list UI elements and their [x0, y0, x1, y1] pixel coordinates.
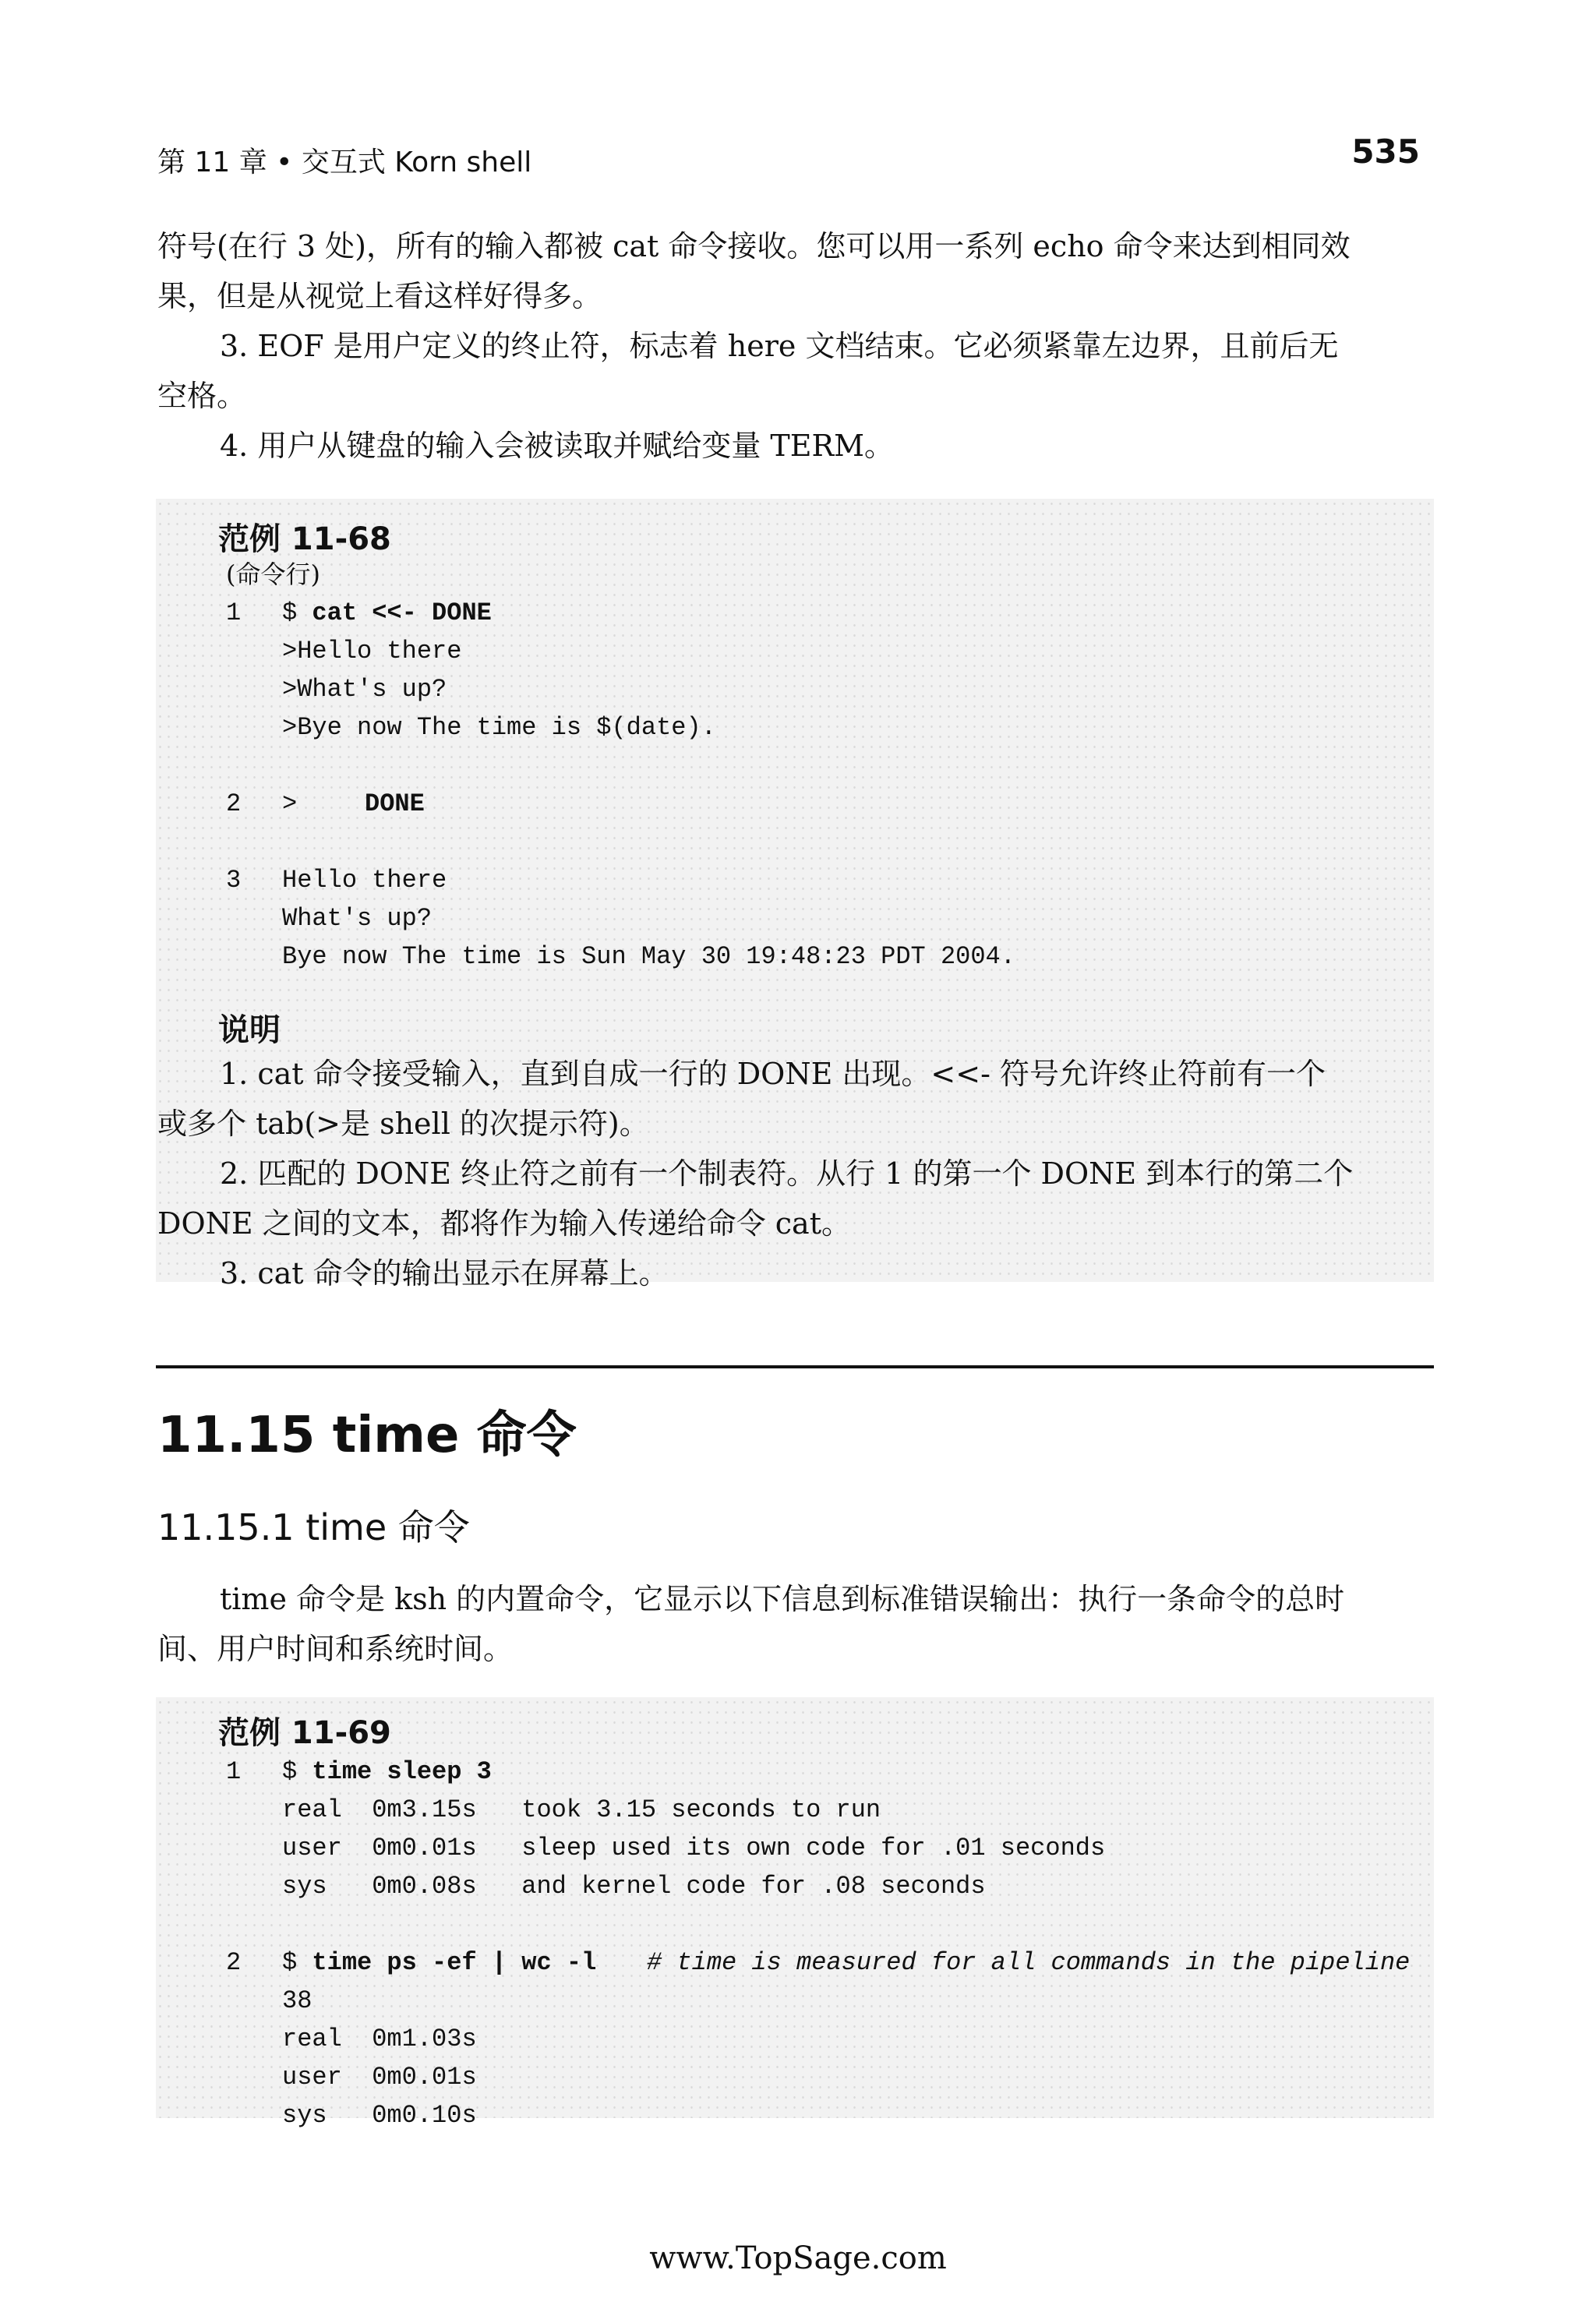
code-line: sys 0m0.10s [282, 2101, 477, 2130]
running-head: 第 11 章 • 交互式 Korn shell [157, 147, 532, 178]
code-line: >Hello there [282, 637, 462, 665]
code-prompt: > [282, 789, 298, 818]
code-line: user 0m0.01s [282, 2063, 477, 2092]
paragraph-line: 间、用户时间和系统时间。 [157, 1632, 514, 1666]
code-line: What's up? [282, 904, 433, 933]
paragraph-line: DONE 之间的文本，都将作为输入传递给命令 cat。 [157, 1206, 851, 1241]
code-line: sys 0m0.08s and kernel code for .08 seconds [282, 1872, 986, 1901]
code-line: Bye now The time is Sun May 30 19:48:23 PDT 2004. [282, 942, 1015, 971]
prompt: $ [282, 598, 312, 627]
command-text: time sleep 3 [312, 1757, 492, 1786]
code-command [282, 598, 492, 627]
code-comment: # time is measured for all commands in the pipeline [647, 1948, 1411, 1977]
paragraph-item-3 [157, 321, 1431, 421]
paragraph-continuation [157, 221, 1431, 321]
paragraph-line: 2. 匹配的 DONE 终止符之前有一个制表符。从行 1 的第一个 DONE 到本行的第二个 [220, 1156, 1354, 1191]
paragraph-line: 1. cat 命令接受输入，直到自成一行的 DONE 出现。<<- 符号允许终止符前有一个 [220, 1057, 1326, 1091]
line-number: 1 [226, 1757, 242, 1786]
line-number: 2 [226, 789, 242, 818]
explanation-item-1 [157, 1049, 1431, 1149]
paragraph-line: 3. EOF 是用户定义的终止符，标志着 here 文档结束。它必须紧靠左边界，且前后无 [220, 329, 1339, 363]
code-line: >What's up? [282, 675, 447, 704]
section-rule [156, 1365, 1434, 1368]
example-68-title: 范例 11-68 [218, 521, 391, 557]
line-number: 3 [226, 866, 242, 895]
prompt: $ [282, 1757, 312, 1786]
example-69-title: 范例 11-69 [218, 1715, 391, 1751]
code-line: real 0m3.15s took 3.15 seconds to run [282, 1795, 881, 1824]
code-line: 38 [282, 1986, 312, 2015]
footer-url: www.TopSage.com [649, 2240, 947, 2276]
paragraph-item-4: 4. 用户从键盘的输入会被读取并赋给变量 TERM。 [220, 429, 895, 463]
section-heading: 11.15 time 命令 [157, 1407, 577, 1464]
subsection-heading: 11.15.1 time 命令 [157, 1506, 470, 1548]
command-text: cat <<- DONE [312, 598, 492, 627]
page-number: 535 [1351, 132, 1420, 171]
paragraph-line: 或多个 tab(>是 shell 的次提示符)。 [157, 1107, 649, 1141]
explanation-item-3: 3. cat 命令的输出显示在屏幕上。 [220, 1256, 669, 1290]
code-command: DONE [365, 789, 425, 818]
code-command [282, 1948, 596, 1977]
code-line: user 0m0.01s sleep used its own code for .01 seconds [282, 1834, 1106, 1862]
explanation-heading: 说明 [218, 1012, 281, 1048]
code-command [282, 1757, 492, 1786]
line-number: 1 [226, 598, 242, 627]
section-body [157, 1574, 1431, 1674]
explanation-item-2 [157, 1149, 1431, 1248]
paragraph-line: 果，但是从视觉上看这样好得多。 [157, 279, 602, 313]
example-68-subtitle: (命令行) [226, 560, 320, 589]
code-line: Hello there [282, 866, 447, 895]
line-number: 2 [226, 1948, 242, 1977]
code-line: real 0m1.03s [282, 2025, 477, 2053]
paragraph-line: time 命令是 ksh 的内置命令，它显示以下信息到标准错误输出：执行一条命令的总时 [220, 1582, 1345, 1616]
prompt: $ [282, 1948, 312, 1977]
paragraph-line: 空格。 [157, 379, 247, 413]
command-text: time ps -ef | wc -l [312, 1948, 597, 1977]
paragraph-line: 符号(在行 3 处)，所有的输入都被 cat 命令接收。您可以用一系列 echo 命令来达到相同效 [157, 229, 1351, 263]
code-line: >Bye now The time is $(date). [282, 713, 716, 742]
